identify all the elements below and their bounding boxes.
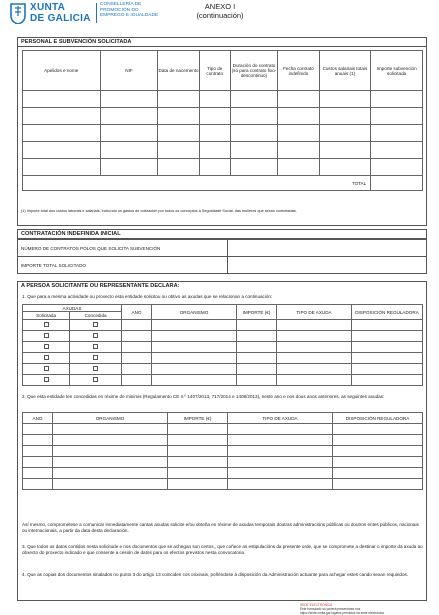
col-header: Custos salariais totais anuais (1) xyxy=(319,51,371,91)
declaration-point-1: 1. Que para a mesma actividade ou proxecto esta entidade solicitou ou obtivo as axudas que se relacionan a continuación: xyxy=(22,294,273,299)
col-header: Apelidos e nome xyxy=(23,51,101,91)
col-header: IMPORTE (€) xyxy=(168,413,228,424)
table-row xyxy=(23,364,423,375)
total-label: TOTAL xyxy=(23,176,371,191)
annex-title: ANEXO I (continuación) xyxy=(196,2,244,20)
col-header: ANO xyxy=(23,413,53,424)
contracts-count-row xyxy=(18,239,426,256)
col-header: ORGANISMO xyxy=(53,413,168,424)
de-minimis-table xyxy=(22,412,423,490)
col-header: Data de nacemento xyxy=(158,51,199,91)
total-value-field[interactable] xyxy=(371,176,423,191)
requested-checkbox[interactable] xyxy=(44,366,49,371)
granted-checkbox[interactable] xyxy=(93,355,98,360)
col-header: DISPOSICIÓN REGULADORA xyxy=(351,305,422,320)
declaration-section xyxy=(17,281,427,601)
table-row xyxy=(23,446,423,457)
declaration-point-4: 4. Que as copias dos documentos sinalados no punto 3 do artigo 13 coinciden cos orixinais, poñéndose á disposición da Administración actuante para achegar estes cando sexan requiridos. xyxy=(22,572,409,577)
col-header: Importe subvención solicitada xyxy=(371,51,423,91)
granted-checkbox[interactable] xyxy=(93,344,98,349)
contracts-count-label: NÚMERO DE CONTRATOS POLOS QUE SOLICITA SUBVENCIÓN xyxy=(18,240,228,256)
table-row xyxy=(23,479,423,490)
brand-name: XUNTA DE GALICIA xyxy=(30,2,91,24)
col-header: Solicitada xyxy=(23,312,70,320)
table-row xyxy=(23,342,423,353)
requested-checkbox[interactable] xyxy=(44,355,49,360)
table-row xyxy=(23,375,423,386)
table-row xyxy=(23,125,423,142)
table-row xyxy=(23,435,423,446)
table-row xyxy=(23,468,423,479)
granted-checkbox[interactable] xyxy=(93,366,98,371)
requested-checkbox[interactable] xyxy=(44,322,49,327)
col-header: Duración do contrato (só para contrato fixo-descontinuo) xyxy=(230,51,278,91)
footer-brand: SEDE ELECTRÓNICA xyxy=(300,603,333,607)
total-row xyxy=(23,176,423,191)
table-row xyxy=(23,108,423,125)
footnote: (1) Importe total dos custos laborais e salariais, incluíndo os gastos de cotización por todos os conceptos á Seguridade Social, das mulleres que sexan contratadas. xyxy=(21,209,297,213)
col-header: Tipo de contrato xyxy=(199,51,230,91)
col-header: TIPO DE AXUDA xyxy=(228,413,333,424)
col-header: Fecha contrato indefinido xyxy=(278,51,319,91)
requested-checkbox[interactable] xyxy=(44,333,49,338)
department-name: CONSELLERÍA DE PROMOCIÓN DO EMPREGO E IGUALDADE xyxy=(100,2,159,19)
table-row xyxy=(23,353,423,364)
section-title: CONTRATACIÓN INDEFINIDA INICIAL xyxy=(18,230,426,239)
granted-checkbox[interactable] xyxy=(93,322,98,327)
total-amount-label: IMPORTE TOTAL SOLICITADO xyxy=(18,257,228,273)
footer-line: https://sede.xunta.gal lugares previstos na sede electrónica xyxy=(300,610,384,615)
col-header: NIF xyxy=(100,51,158,91)
table-row xyxy=(23,457,423,468)
declaration-point-3: 3. Que todos os datos contidos nesta solicitude e nos documentos que se achegan son certos,, que coñece as estipulacións da presente orde, que se compromete a destinar o importe da axuda ao obxecto do proxecto indicado e que consente a cesión de datos para os efectos previstos nesta convocatoria. xyxy=(22,544,423,555)
document-header xyxy=(0,0,439,34)
page-footer xyxy=(300,604,430,615)
personnel-section xyxy=(17,37,427,226)
col-header: IMPORTE (€) xyxy=(236,305,276,320)
requested-checkbox[interactable] xyxy=(44,344,49,349)
col-header: Concedida xyxy=(70,312,122,320)
table-row xyxy=(23,331,423,342)
personnel-table xyxy=(22,50,423,191)
col-header: ORGANISMO xyxy=(151,305,236,320)
table-row xyxy=(23,159,423,176)
section-title: PERSONAL E SUBVENCIÓN SOLICITADA xyxy=(18,38,426,47)
col-header: ANO xyxy=(121,305,151,320)
col-group-header: AXUDAS xyxy=(23,305,122,312)
xunta-logo-icon xyxy=(9,2,27,24)
section-title: A PERSOA SOLICITANTE OU REPRESENTANTE DECLARA: xyxy=(21,283,180,289)
aid-table xyxy=(22,304,423,386)
total-amount-field[interactable] xyxy=(228,257,426,273)
requested-checkbox[interactable] xyxy=(44,377,49,382)
table-row xyxy=(23,142,423,159)
granted-checkbox[interactable] xyxy=(93,333,98,338)
table-row xyxy=(23,91,423,108)
total-amount-row xyxy=(18,256,426,273)
footer-line: Este formulario só poderá presentarse nos xyxy=(300,606,361,611)
contracts-count-field[interactable] xyxy=(228,240,426,256)
col-header: DISPOSICIÓN REGULADORA xyxy=(333,413,423,424)
declaration-point-2: 2. Que esta entidade ten concedidas en réxime de minimis (Regulamento CE n.º 1407/2013, 717/2014 e 1408/2013), neste ano e nos dous anos anteriores, as seguintes axudas: xyxy=(22,394,385,399)
commitment-text: Así mesmo, comprométese a comunicar inmediatamente cantas axudas solicite e/ou obteña en réxime de axudas temporais doutras administracións públicas ou doutros entes públicos, nacionais ou internacionais, a partir da data desta declaración. xyxy=(22,522,419,533)
hiring-section xyxy=(17,229,427,274)
table-row xyxy=(23,424,423,435)
header-divider xyxy=(96,3,97,23)
table-row xyxy=(23,320,423,331)
granted-checkbox[interactable] xyxy=(93,377,98,382)
col-header: TIPO DE AXUDA xyxy=(276,305,351,320)
